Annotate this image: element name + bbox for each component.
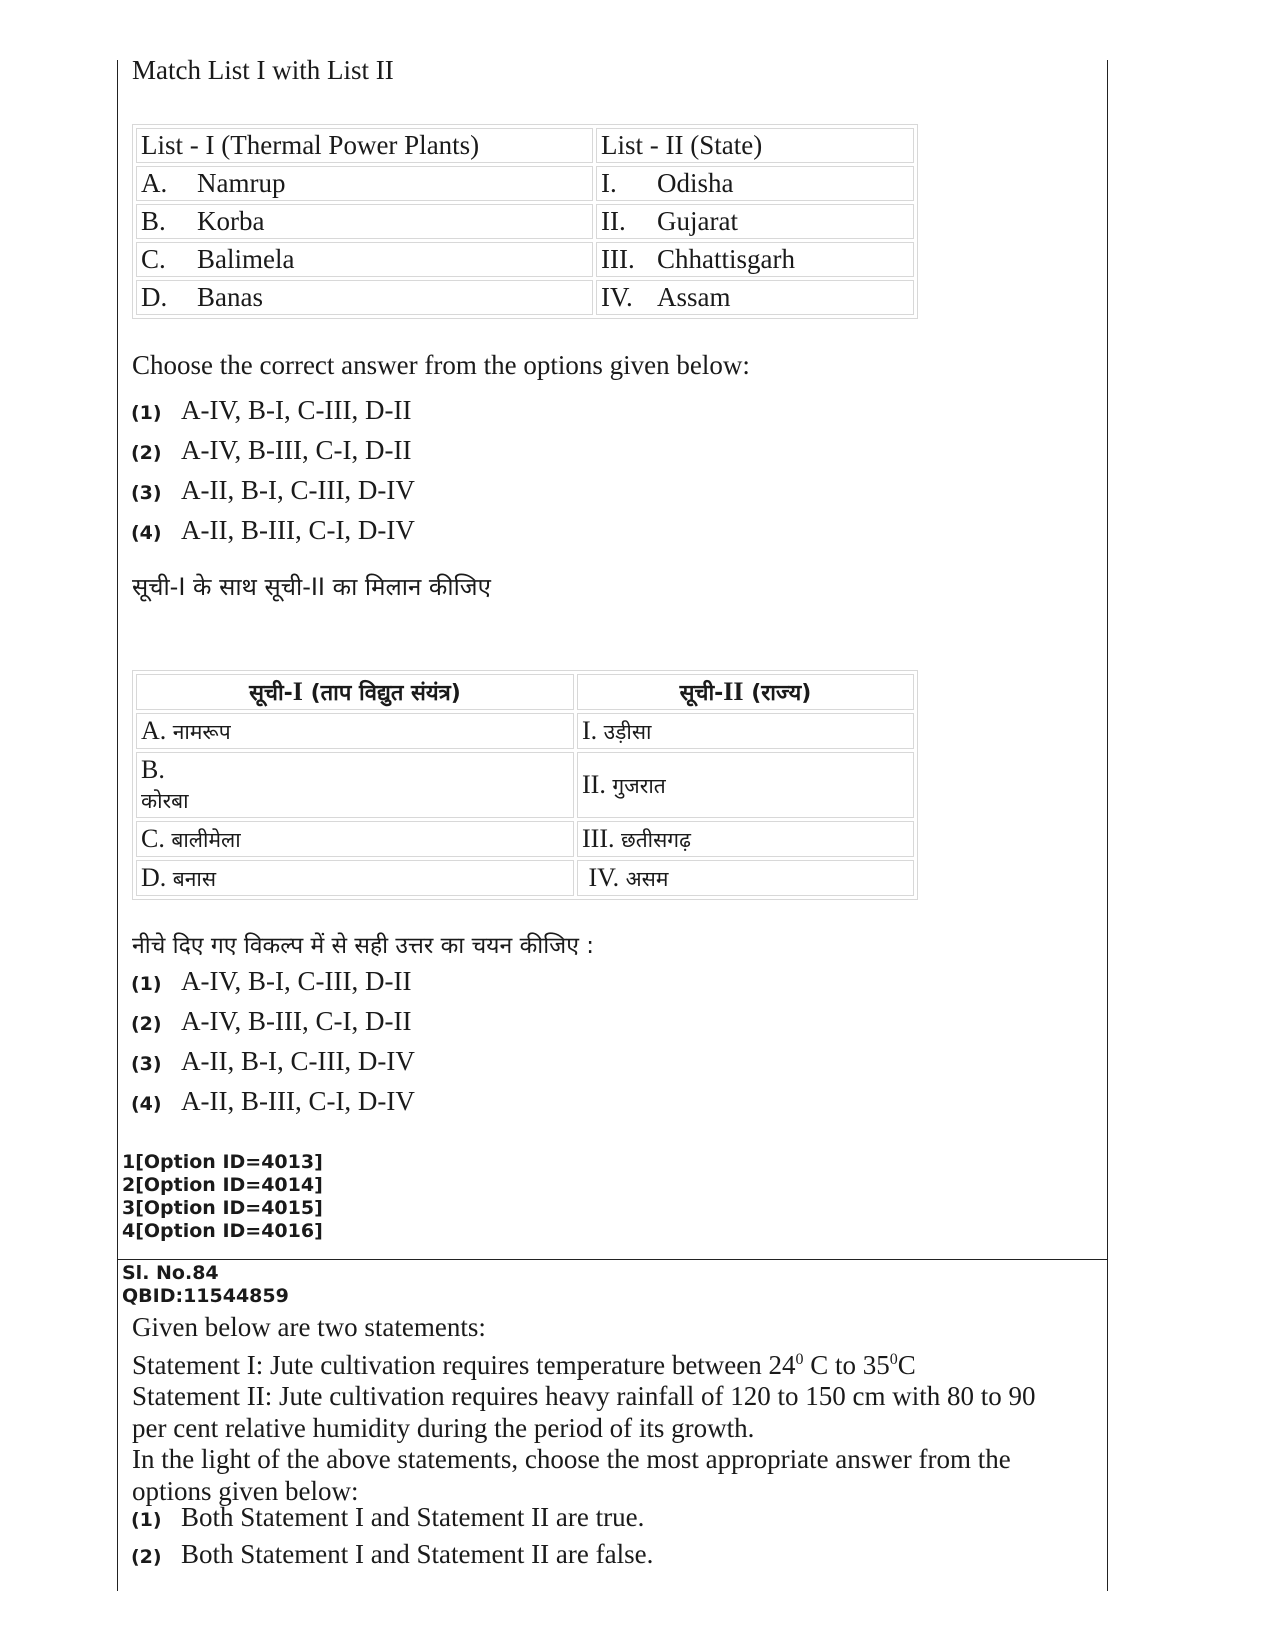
answer-option[interactable] bbox=[131, 966, 411, 997]
option-text: Both Statement I and Statement II are true. bbox=[181, 1502, 645, 1532]
list2-header: List - II (State) bbox=[596, 128, 914, 163]
option-number: (2) bbox=[131, 1546, 162, 1568]
table-row bbox=[136, 280, 914, 315]
answer-option[interactable] bbox=[131, 475, 415, 506]
plant-name: Balimela bbox=[197, 244, 295, 274]
option-id: 2[Option ID=4014] bbox=[122, 1174, 323, 1196]
table-row bbox=[136, 242, 914, 277]
list1-header: List - I (Thermal Power Plants) bbox=[136, 128, 593, 163]
answer-option[interactable] bbox=[131, 1539, 653, 1570]
plant-name: बनास bbox=[172, 867, 217, 891]
option-number: (1) bbox=[131, 402, 162, 424]
match-table-en bbox=[132, 124, 918, 319]
plant-name: Namrup bbox=[197, 168, 286, 198]
option-number: (1) bbox=[131, 973, 162, 995]
state-name: असम bbox=[625, 867, 669, 891]
table-row bbox=[136, 713, 914, 749]
statements-intro: Given below are two statements: bbox=[132, 1312, 486, 1342]
row-letter: A. bbox=[141, 716, 173, 745]
table-row bbox=[136, 166, 914, 201]
table-row bbox=[136, 204, 914, 239]
row-numeral: IV. bbox=[588, 863, 626, 892]
option-text: A-II, B-III, C-I, D-IV bbox=[181, 515, 415, 545]
right-border bbox=[1107, 60, 1108, 1591]
table-header-row bbox=[136, 674, 914, 710]
option-text: A-II, B-III, C-I, D-IV bbox=[181, 1086, 415, 1116]
table-row bbox=[136, 752, 914, 818]
row-numeral: III. bbox=[582, 824, 621, 853]
option-number: (2) bbox=[131, 442, 162, 464]
plant-name: Banas bbox=[197, 282, 263, 312]
plant-name: कोरबा bbox=[141, 788, 189, 813]
row-letter: B. bbox=[141, 206, 166, 236]
option-text: A-IV, B-I, C-III, D-II bbox=[181, 966, 412, 996]
state-name: Gujarat bbox=[657, 206, 738, 236]
answer-option[interactable] bbox=[131, 1502, 644, 1533]
answer-option[interactable] bbox=[131, 435, 411, 466]
option-id: 3[Option ID=4015] bbox=[122, 1197, 323, 1219]
table-header-row bbox=[136, 128, 914, 163]
plant-name: नामरूप bbox=[172, 720, 231, 744]
row-numeral: IV. bbox=[601, 282, 633, 312]
option-text: A-II, B-I, C-III, D-IV bbox=[181, 475, 415, 505]
option-number: (4) bbox=[131, 522, 162, 544]
question-body bbox=[132, 1312, 1052, 1507]
row-numeral: I. bbox=[582, 716, 604, 745]
left-border bbox=[117, 60, 118, 1591]
answer-option[interactable] bbox=[131, 395, 411, 426]
option-text: A-IV, B-III, C-I, D-II bbox=[181, 435, 412, 465]
row-numeral: II. bbox=[582, 770, 613, 799]
answer-option[interactable] bbox=[131, 1086, 415, 1117]
qbid: QBID:11544859 bbox=[122, 1285, 289, 1307]
match-table-hi bbox=[132, 670, 918, 900]
question-meta bbox=[122, 1262, 289, 1308]
option-id: 4[Option ID=4016] bbox=[122, 1220, 323, 1242]
state-name: Chhattisgarh bbox=[657, 244, 795, 274]
option-ids bbox=[122, 1151, 323, 1243]
statement-1: Statement I: Jute cultivation requires temperature between $24^0$ C to $35^0C$ bbox=[132, 1349, 916, 1380]
option-number: (1) bbox=[131, 1509, 162, 1531]
option-number: (4) bbox=[131, 1093, 162, 1115]
plant-name: बालीमेला bbox=[171, 828, 241, 852]
row-numeral: I. bbox=[601, 168, 617, 198]
row-numeral: III. bbox=[601, 244, 635, 274]
option-id: 1[Option ID=4013] bbox=[122, 1151, 323, 1173]
list2-header-hindi: सूची-II (राज्य) bbox=[577, 674, 914, 710]
question-title: Match List I with List II bbox=[132, 55, 394, 85]
table-row bbox=[136, 821, 914, 857]
row-letter: D. bbox=[141, 282, 168, 312]
state-name: उड़ीसा bbox=[603, 720, 652, 744]
option-number: (2) bbox=[131, 1013, 162, 1035]
option-number: (3) bbox=[131, 1053, 162, 1075]
state-name: Assam bbox=[657, 282, 731, 312]
question-divider bbox=[117, 1259, 1108, 1260]
plant-name: Korba bbox=[197, 206, 265, 236]
row-letter: B. bbox=[141, 754, 165, 784]
serial-number: Sl. No.84 bbox=[122, 1262, 219, 1284]
state-name: गुजरात bbox=[612, 774, 666, 798]
instruction: In the light of the above statements, choose the most appropriate answer from the options given below: bbox=[132, 1444, 1011, 1506]
statement-2: Statement II: Jute cultivation requires heavy rainfall of 120 to 150 cm with 80 to 90 per cent relative humidity during the period of its growth. bbox=[132, 1381, 1036, 1443]
option-text: Both Statement I and Statement II are false. bbox=[181, 1539, 654, 1569]
option-text: A-II, B-I, C-III, D-IV bbox=[181, 1046, 415, 1076]
state-name: Odisha bbox=[657, 168, 734, 198]
row-letter: C. bbox=[141, 824, 172, 853]
answer-option[interactable] bbox=[131, 515, 415, 546]
option-text: A-IV, B-III, C-I, D-II bbox=[181, 1006, 412, 1036]
table-row bbox=[136, 860, 914, 896]
row-letter: C. bbox=[141, 244, 166, 274]
answer-option[interactable] bbox=[131, 1046, 415, 1077]
row-letter: A. bbox=[141, 168, 168, 198]
row-letter: D. bbox=[141, 863, 173, 892]
option-text: A-IV, B-I, C-III, D-II bbox=[181, 395, 412, 425]
option-number: (3) bbox=[131, 482, 162, 504]
state-name: छतीसगढ़ bbox=[620, 828, 691, 852]
list1-header-hindi: सूची-I (ताप विद्युत संयंत्र) bbox=[136, 674, 574, 710]
answer-option[interactable] bbox=[131, 1006, 411, 1037]
question-title-hindi: सूची-I के साथ सूची-II का मिलान कीजिए bbox=[132, 573, 491, 601]
choose-instruction-hindi: नीचे दिए गए विकल्प में से सही उत्तर का चयन कीजिए : bbox=[132, 933, 595, 959]
row-numeral: II. bbox=[601, 206, 626, 236]
choose-instruction-en: Choose the correct answer from the options given below: bbox=[132, 350, 750, 380]
